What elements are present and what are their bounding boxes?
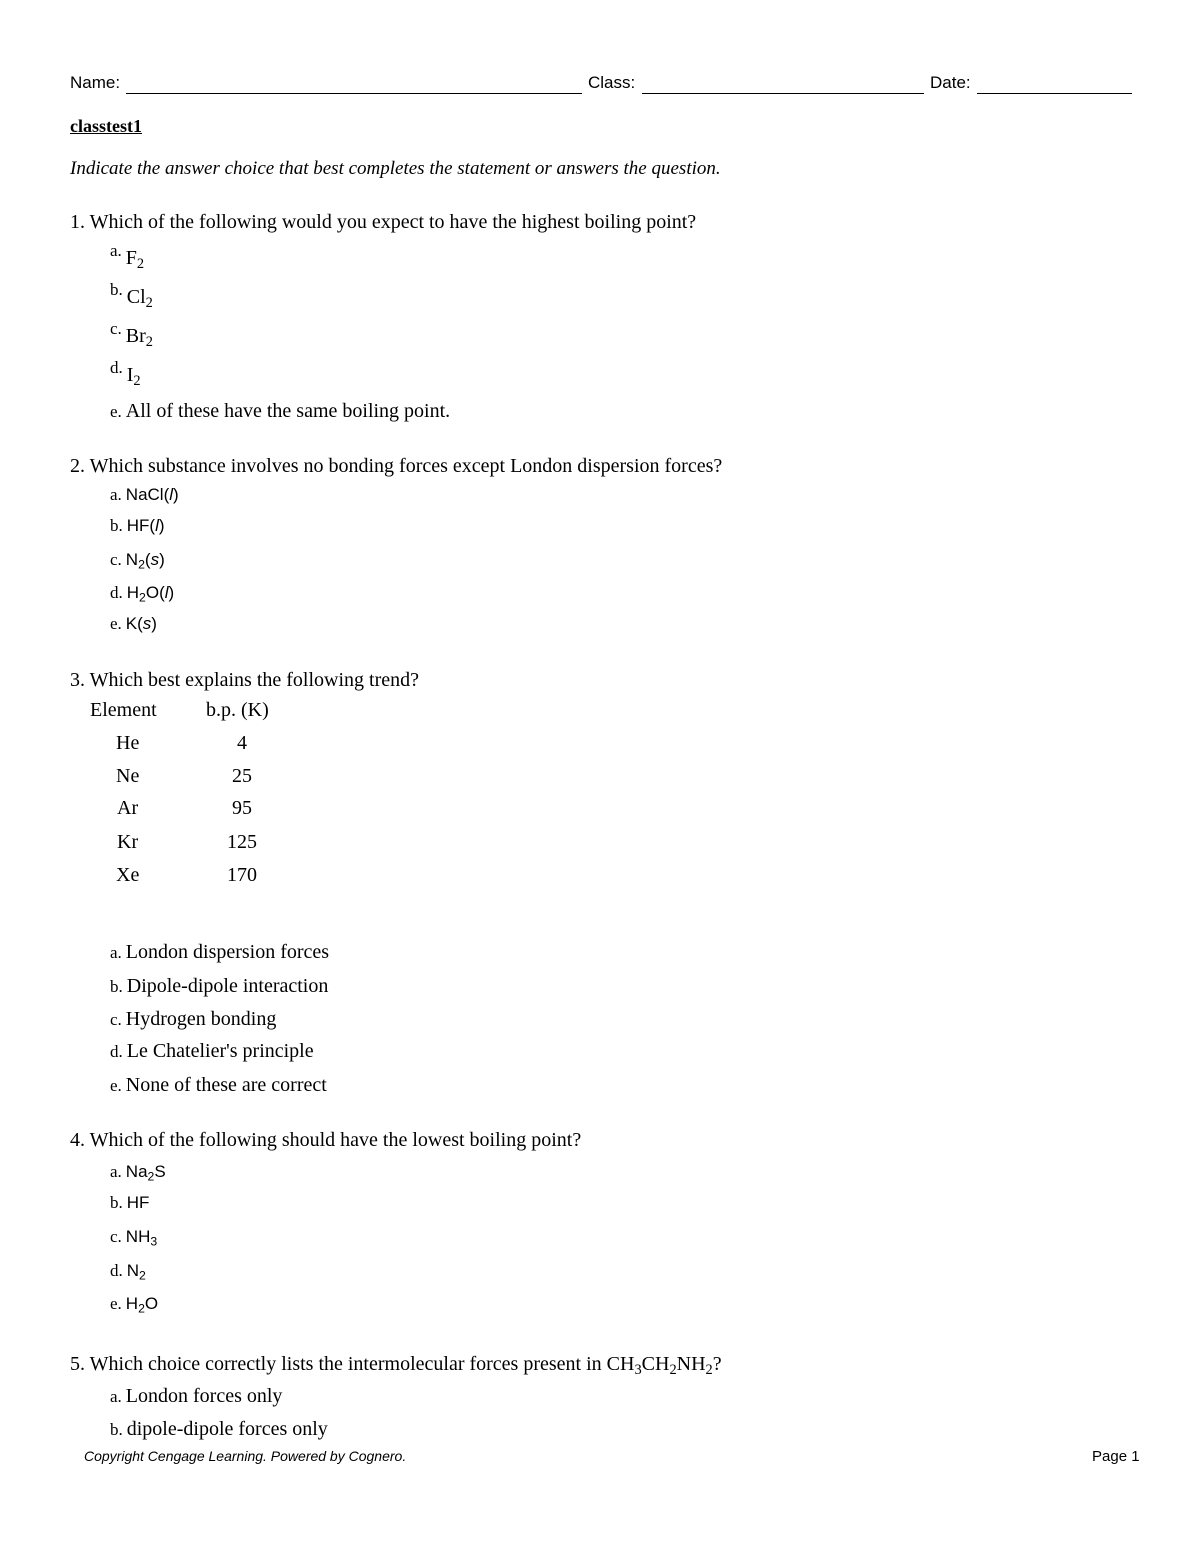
- table-cell: Kr: [117, 831, 139, 853]
- answer-option[interactable]: a. London dispersion forces: [110, 941, 330, 963]
- answer-option[interactable]: e. $H_2O$: [110, 1294, 159, 1316]
- table-cell: 170: [227, 864, 257, 886]
- name-label: Name:: [70, 73, 121, 92]
- table-cell: 4: [237, 732, 247, 754]
- answer-option[interactable]: a. $Na_2S$: [110, 1162, 166, 1184]
- answer-option[interactable]: b. HF: [110, 1193, 150, 1212]
- answer-option[interactable]: $^{c.}$ $Br_2$: [110, 319, 153, 351]
- table-header: b.p. (K): [206, 699, 269, 721]
- date-field[interactable]: [977, 93, 1132, 94]
- answer-option[interactable]: c. Hydrogen bonding: [110, 1008, 277, 1030]
- class-label: Class:: [588, 73, 636, 92]
- table-cell: 95: [232, 797, 252, 819]
- answer-option[interactable]: $^{a.}$ $F_2$: [110, 241, 145, 273]
- answer-option[interactable]: b. dipole-dipole forces only: [110, 1418, 328, 1440]
- answer-option[interactable]: c. $N_2(s)$: [110, 550, 165, 572]
- class-field[interactable]: [642, 93, 924, 94]
- copyright-footer: Copyright Cengage Learning. Powered by Cognero.: [84, 1448, 407, 1464]
- answer-option[interactable]: d. $N_2$: [110, 1261, 146, 1283]
- test-title: classtest1: [70, 116, 142, 136]
- table-cell: Ar: [117, 797, 139, 819]
- table-header: Element: [90, 699, 157, 721]
- question-prompt: 1. Which of the following would you expect to have the highest boiling point?: [70, 211, 697, 233]
- answer-option[interactable]: b. Dipole-dipole interaction: [110, 975, 329, 997]
- answer-option[interactable]: e. None of these are correct: [110, 1074, 327, 1096]
- instructions: Indicate the answer choice that best completes the statement or answers the question.: [70, 158, 721, 179]
- name-field[interactable]: [126, 93, 582, 94]
- table-cell: 25: [232, 765, 252, 787]
- answer-option[interactable]: d. $H_2O(l)$: [110, 583, 175, 605]
- answer-option[interactable]: a. London forces only: [110, 1385, 283, 1407]
- answer-option[interactable]: b. HF(l): [110, 516, 165, 535]
- answer-option[interactable]: a. NaCl(l): [110, 485, 179, 504]
- answer-option[interactable]: c. $NH_3$: [110, 1227, 158, 1249]
- answer-option[interactable]: e. K(s): [110, 614, 157, 633]
- answer-option[interactable]: d. Le Chatelier's principle: [110, 1040, 314, 1062]
- question-prompt: 3. Which best explains the following trend?: [70, 669, 419, 691]
- answer-option[interactable]: $^{b.}$ $Cl_2$: [110, 280, 153, 312]
- student-info-header: [70, 73, 1132, 97]
- answer-option[interactable]: $^{d.}$ $I_2$: [110, 358, 141, 390]
- question-prompt: 5. Which choice correctly lists the intermolecular forces present in $CH_3CH_2NH_2$?: [70, 1353, 722, 1379]
- table-cell: Ne: [116, 765, 140, 787]
- table-cell: Xe: [116, 864, 140, 886]
- table-cell: 125: [227, 831, 257, 853]
- table-cell: He: [116, 732, 140, 754]
- answer-option[interactable]: e. All of these have the same boiling point.: [110, 400, 451, 422]
- date-label: Date:: [930, 73, 971, 92]
- question-prompt: 2. Which substance involves no bonding forces except London dispersion forces?: [70, 455, 723, 477]
- question-prompt: 4. Which of the following should have the lowest boiling point?: [70, 1129, 582, 1151]
- page-number: Page 1: [1092, 1448, 1140, 1465]
